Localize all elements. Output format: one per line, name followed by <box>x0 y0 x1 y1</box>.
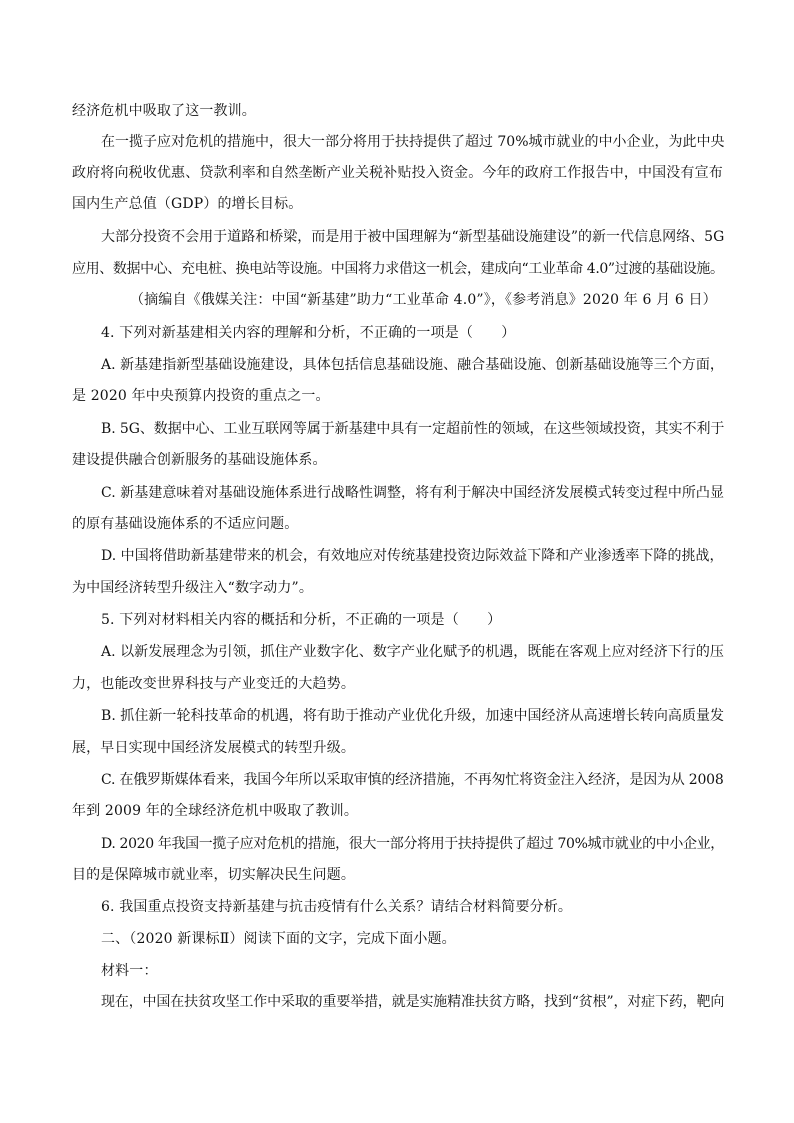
source-citation: （摘编自《俄媒关注：中国“新基建”助力“工业革命 4.0”》，《参考消息》2020 年 6 月 6 日） <box>130 292 717 308</box>
option-4c: C. 新基建意味着对基础设施体系进行战略性调整，将有利于解决中国经济发展模式转变过程中所凸显 <box>101 485 725 501</box>
question-5-stem: 5. 下列对材料相关内容的概括和分析，不正确的一项是（ ） <box>101 612 502 628</box>
text-line: 的原有基础设施体系的不适应问题。 <box>72 516 299 532</box>
text-line: 应用、数据中心、充电桩、换电站等设施。中国将力求借这一机会，建成向“工业革命 4.0”过渡的基础设施。 <box>72 261 724 277</box>
option-5c: C. 在俄罗斯媒体看来，我国今年所以采取审慎的经济措施，不再匆忙将资金注入经济，是因为从 2008 <box>101 772 724 788</box>
text-line: 力，也能改变世界科技与产业变迁的大趋势。 <box>72 676 355 692</box>
option-5d: D. 2020 年我国一揽子应对危机的措施，很大一部分将用于扶持提供了超过 70%城市就业的中小企业， <box>101 836 724 852</box>
option-5b: B. 抓住新一轮科技革命的机遇，将有助于推动产业优化升级，加速中国经济从高速增长转向高质量发 <box>101 708 725 724</box>
option-4b: B. 5G、数据中心、工业互联网等属于新基建中具有一定超前性的领域，在这些领域投资，其实不利于 <box>101 421 725 437</box>
section-heading: 二、（2020 新课标Ⅱ）阅读下面的文字，完成下面小题。 <box>101 931 456 947</box>
text-line: 是 2020 年中央预算内投资的重点之一。 <box>72 388 330 404</box>
question-4-stem: 4. 下列对新基建相关内容的理解和分析，不正确的一项是（ ） <box>101 325 516 341</box>
question-6: 6. 我国重点投资支持新基建与抗击疫情有什么关系？请结合材料简要分析。 <box>101 899 573 915</box>
text-line: 大部分投资不会用于道路和桥梁，而是用于被中国理解为“新型基础设施建设”的新一代信息网络、5G <box>101 229 725 245</box>
option-5a: A. 以新发展理念为引领，抓住产业数字化、数字产业化赋予的机遇，既能在客观上应对经济下行的压 <box>101 644 724 660</box>
text-line: 现在，中国在扶贫攻坚工作中采取的重要举措，就是实施精准扶贫方略，找到“贫根”，对症下药，靶向 <box>101 994 725 1010</box>
text-line: 在一揽子应对危机的措施中，很大一部分将用于扶持提供了超过 70%城市就业的中小企业，为此中央 <box>101 134 725 150</box>
text-line: 目的是保障城市就业率，切实解决民生问题。 <box>72 867 355 883</box>
text-line: 年到 2009 年的全球经济危机中吸取了教训。 <box>72 803 358 819</box>
text-line: 建设提供融合创新服务的基础设施体系。 <box>72 452 327 468</box>
option-4a: A. 新基建指新型基础设施建设，具体包括信息基础设施、融合基础设施、创新基础设施等三个方面， <box>101 357 724 373</box>
text-line: 经济危机中吸取了这一教训。 <box>72 103 256 119</box>
text-line: 为中国经济转型升级注入“数字动力”。 <box>72 580 314 596</box>
material-label: 材料一： <box>101 963 158 979</box>
text-line: 国内生产总值（GDP）的增长目标。 <box>72 196 303 212</box>
option-4d: D. 中国将借助新基建带来的机会，有效地应对传统基建投资边际效益下降和产业渗透率下降的挑战， <box>101 548 724 564</box>
text-line: 展，早日实现中国经济发展模式的转型升级。 <box>72 740 355 756</box>
text-line: 政府将向税收优惠、贷款利率和自然垄断产业关税补贴投入资金。今年的政府工作报告中，中国没有宣布 <box>72 165 723 181</box>
